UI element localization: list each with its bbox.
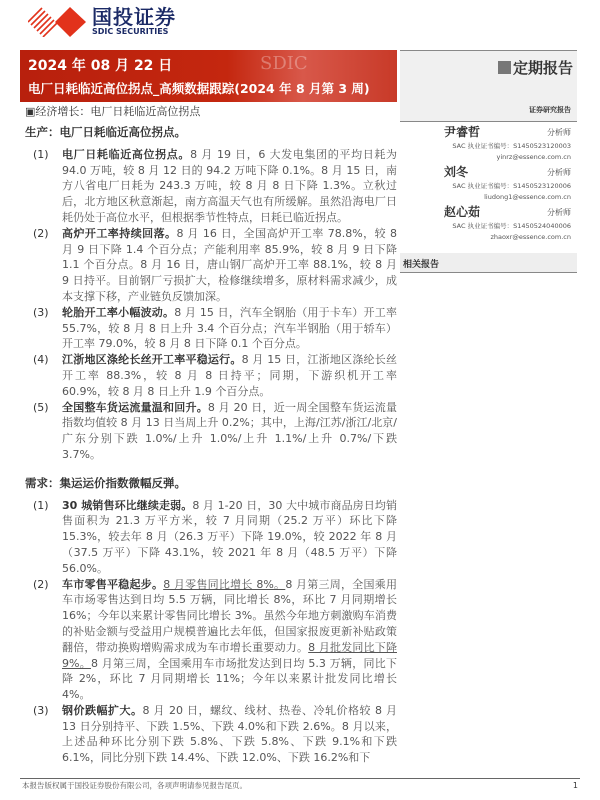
item-body: 8 月 16 日，全国高炉开工率 78.8%，较 8 月 9 日下降 1.4 个百分点；产能利用率 85.9%，较 8 月 9 日下降 1.1 个百分点。8 月 16 日，唐山钢厂高炉开工率 88.1%，较 8 月 9 日持平。目前钢厂亏损扩大，检修继续增多，原材料需求减少，成本支撑下移，产业链负反馈加深。 bbox=[62, 226, 398, 303]
item-number: (2) bbox=[33, 577, 49, 591]
analyst-sac: SAC 执业证书编号：S1450523120003 bbox=[452, 142, 571, 150]
analyst-role: 分析师 bbox=[547, 208, 571, 217]
list-item bbox=[25, 305, 397, 352]
item-title: 电厂日耗临近高位拐点。 bbox=[62, 147, 191, 161]
item-text bbox=[62, 226, 397, 305]
item-title: 车市零售平稳起步。 bbox=[62, 577, 164, 591]
list-item bbox=[25, 400, 397, 463]
title-banner bbox=[20, 50, 397, 102]
item-number: (1) bbox=[33, 147, 49, 161]
report-type: 定期报告 bbox=[512, 59, 573, 77]
production-heading: 生产：电厂日耗临近高位拐点。 bbox=[25, 125, 186, 139]
brand-name-cn: 国投证券 bbox=[92, 5, 176, 29]
analyst-name: 赵心茹 bbox=[444, 205, 481, 219]
item-text bbox=[62, 305, 397, 352]
related-reports-heading: 相关报告 bbox=[400, 253, 577, 273]
analyst bbox=[400, 124, 577, 164]
underlined-highlight: 8 月零售同比增长 8%。 bbox=[163, 577, 286, 591]
list-item bbox=[25, 352, 397, 399]
banner-watermark: SDIC bbox=[260, 53, 308, 74]
analyst-role: 分析师 bbox=[547, 128, 571, 137]
list-item bbox=[25, 226, 397, 305]
item-number: (3) bbox=[33, 305, 49, 319]
item-body: 8 月 19 日，6 大发电集团的平均日耗为 94.0 万吨，较 8 月 12 日的 94.2 万吨下降 0.1%。8 月 15 日，南方八省电厂日耗为 243.3 万吨，较 8 月 8 日下降 1.3%。立秋过后，北方地区秋意渐起，南方高温天气也有所缓解。虽然沿海电厂日耗仍处于高位水平，但根据季节性特点，日耗已临近拐点。 bbox=[62, 147, 397, 224]
page-number: 1 bbox=[572, 781, 578, 790]
analyst-list bbox=[400, 124, 577, 244]
analyst-email[interactable]: yinrz@essence.com.cn bbox=[496, 153, 571, 161]
analyst-name: 尹睿哲 bbox=[444, 125, 481, 139]
logo-mark-icon bbox=[28, 7, 86, 37]
analyst-role: 分析师 bbox=[547, 168, 571, 177]
underlined-highlight: 8 月批发同比下降 9%。 bbox=[62, 640, 397, 670]
report-body bbox=[25, 122, 397, 766]
item-number: (2) bbox=[33, 226, 49, 240]
item-text bbox=[62, 577, 397, 703]
item-body: 8 月 15 日，江浙地区涤纶长丝开工率 88.3%，较 8 月 8 日持平；同期，下游织机开工率 60.9%，较 8 月 8 日上升 1.9 个百分点。 bbox=[62, 353, 397, 398]
item-body: 8 月 1-20 日，30 大中城市商品房日均销售面积为 21.3 万平方米，较 7 月同期（25.2 万平）环比下降 15.3%，较去年 8 月（26.3 万平）下降 19.0%，较 2022 年 8 月（37.5 万平）下降 43.1%，较 2021 年 8 月（48.5 万平）下降 56.0%。 bbox=[62, 498, 397, 575]
list-item bbox=[25, 498, 397, 577]
item-text bbox=[62, 703, 397, 766]
item-title: 轮胎开工率小幅波动。 bbox=[62, 305, 175, 319]
item-title: 30 城销售环比继续走弱。 bbox=[62, 498, 193, 512]
footer-disclaimer: 本报告版权属于国投证券股份有限公司，各项声明请参见报告尾页。 bbox=[22, 781, 247, 790]
item-body: 8 月 20 日，螺纹、线材、热卷、冷轧价格较 8 月 13 日分别持平、下跌 1.5%、下跌 4.0%和下跌 2.6%。8 月以来，上述品种环比分别下跌 5.8%、下跌 5.8%、下跌 9.1%和下跌 6.1%，同比分别下跌 14.4%、下跌 12.0%、下跌 16.2%和下 bbox=[62, 703, 398, 765]
demand-heading: 需求：集运运价指数微幅反弹。 bbox=[25, 475, 186, 490]
list-item bbox=[25, 577, 397, 703]
item-title: 高炉开工率持续回落。 bbox=[62, 226, 177, 240]
list-item bbox=[25, 703, 397, 766]
item-body: 8 月 15 日，汽车全钢胎（用于卡车）开工率 55.7%，较 8 月 8 日上升 3.4 个百分点；汽车半钢胎（用于轿车）开工率 79.0%，较 8 月 8 日下降 0.1 个百分点。 bbox=[62, 305, 398, 351]
item-body: 8 月第三周，全国乘用车市场批发达到日均 5.3 万辆，同比下降 2%，环比 7 月同期增长 11%；今年以来累计批发同比增长 4%。 bbox=[62, 656, 398, 702]
item-text bbox=[62, 498, 397, 577]
production-items bbox=[25, 147, 397, 463]
report-type-icon bbox=[498, 61, 511, 74]
item-number: (1) bbox=[33, 498, 49, 512]
item-title: 钢价跌幅扩大。 bbox=[62, 703, 143, 717]
item-body: 8 月第三周，全国乘用车市场零售达到日均 5.5 万辆，同比增长 8%，环比 7 月同期增长 16%；今年以来累计零售同比增长 3%。虽然今年地方刺激购车消费的补贴金额与受益用户规模普遍比去年低，但国家报废更新补贴政策翻倍，带动换购增购需求成为车市增长重要动力。 bbox=[62, 577, 397, 654]
item-title: 江浙地区涤纶长丝开工率平稳运行。 bbox=[62, 353, 242, 367]
item-text bbox=[62, 400, 397, 463]
analyst-name: 刘冬 bbox=[444, 165, 469, 179]
analyst-sac: SAC 执业证书编号：S1450524040006 bbox=[452, 222, 571, 230]
analyst-email[interactable]: liudong1@essence.com.cn bbox=[484, 193, 571, 201]
brand-logo bbox=[28, 5, 176, 39]
list-item bbox=[25, 147, 397, 226]
section-tag: ▣经济增长：电厂日耗临近高位拐点 bbox=[25, 105, 201, 118]
item-number: (4) bbox=[33, 353, 49, 367]
report-date: 2024 年 08 月 22 日 bbox=[28, 58, 173, 74]
report-type-panel bbox=[400, 50, 577, 122]
analyst-email[interactable]: zhaoxr@essence.com.cn bbox=[490, 233, 571, 241]
item-number: (3) bbox=[33, 703, 49, 717]
item-body: 8 月 20 日，近一周全国整车货运流量指数均值较 8 月 13 日当周上升 0.2%；其中，上海/江苏/浙江/北京/广东分别下跌 1.0%/上升 1.0%/上升 1.1%/上升 0.7%/下跌 3.7%。 bbox=[62, 400, 398, 461]
footer-divider bbox=[20, 778, 580, 779]
item-number: (5) bbox=[33, 400, 49, 414]
analyst bbox=[400, 164, 577, 204]
report-title: 电厂日耗临近高位拐点_高频数据跟踪(2024 年 8 月第 3 周) bbox=[28, 81, 370, 96]
analyst bbox=[400, 204, 577, 244]
item-text bbox=[62, 352, 397, 399]
analyst-sac: SAC 执业证书编号：S1450523120006 bbox=[452, 182, 571, 190]
item-text bbox=[62, 147, 397, 226]
item-title: 全国整车货运流量温和回升。 bbox=[62, 400, 208, 414]
demand-items bbox=[25, 498, 397, 767]
report-subtype: 证券研究报告 bbox=[529, 106, 571, 114]
brand-name-en: SDIC SECURITIES bbox=[92, 27, 169, 36]
